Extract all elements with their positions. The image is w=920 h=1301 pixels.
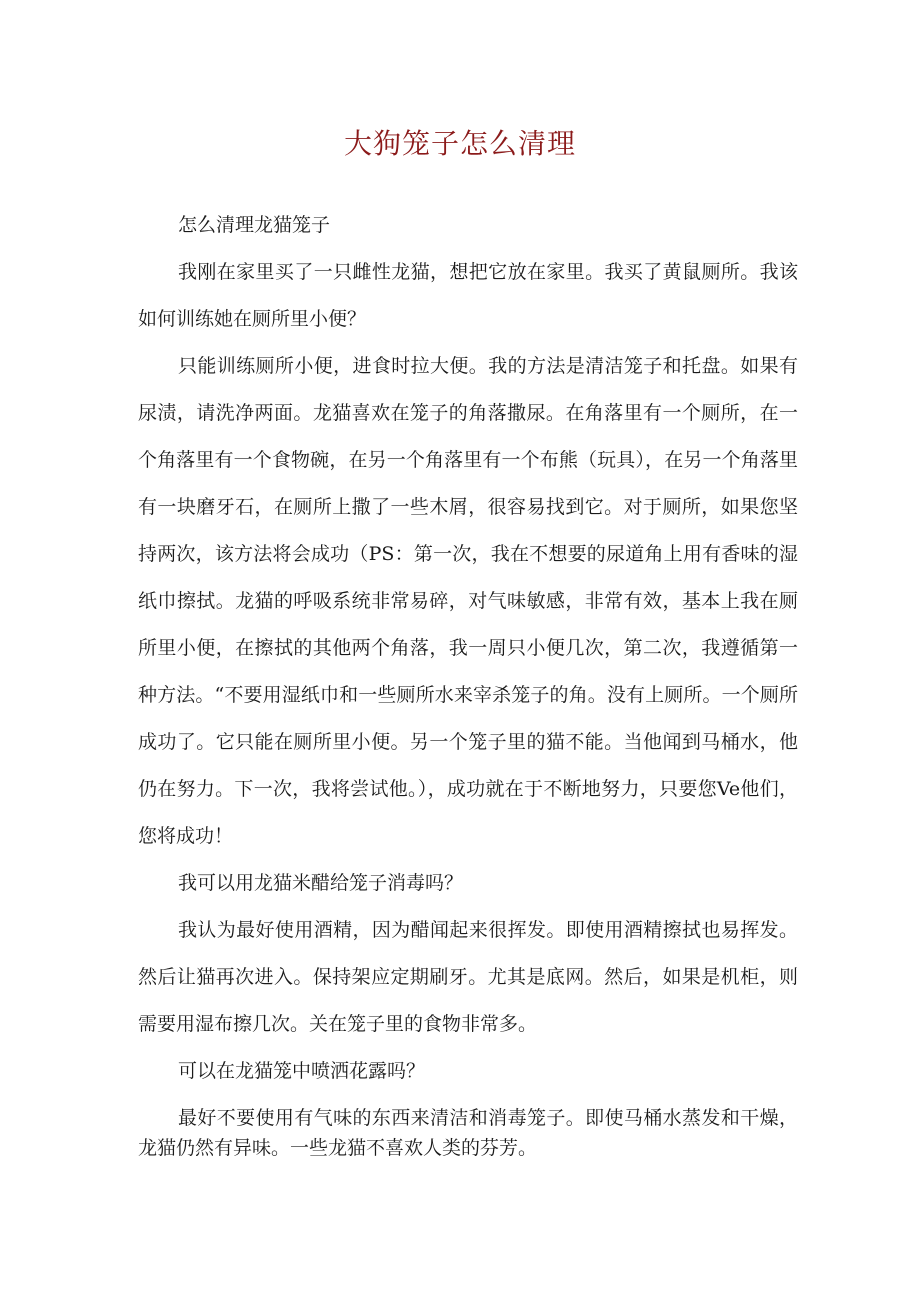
paragraph-question: 我可以用龙猫米醋给笼子消毒吗？: [178, 872, 464, 894]
paragraph: 我刚在家里买了一只雌性龙猫，想把它放在家里。我买了黄鼠厕所。我该如何训练她在厕所里小便？: [138, 261, 798, 330]
paragraph: 我认为最好使用酒精，因为醋闻起来很挥发。即使用酒精擦拭也易挥发。然后让猫再次进入。保持架应定期刷牙。尤其是底网。然后，如果是机柜，则需要用湿布擦几次。关在笼子里的食物非常多。: [138, 919, 798, 1035]
paragraph-question: 可以在龙猫笼中喷洒花露吗？: [178, 1060, 426, 1082]
paragraph: 最好不要使用有气味的东西来清洁和消毒笼子。即使马桶水蒸发和干燥，龙猫仍然有异味。一些龙猫不喜欢人类的芬芳。: [138, 1107, 798, 1159]
paragraph: 只能训练厕所小便，进食时拉大便。我的方法是清洁笼子和托盘。如果有尿渍，请洗净两面。龙猫喜欢在笼子的角落撒尿。在角落里有一个厕所，在一个角落里有一个食物碗，在另一个角落里有一个布熊（玩具），在另一个角落里有一块磨牙石，在厕所上撒了一些木屑，很容易找到它。对于厕所，如果您坚持两次，该方法将会成功（PS：第一次，我在不想要的尿道角上用有香味的湿纸巾擦拭。龙猫的呼吸系统非常易碎，对气味敏感，非常有效，基本上我在厕所里小便，在擦拭的其他两个角落，我一周只小便几次，第二次，我遵循第一种方法。“不要用湿纸巾和一些厕所水来宰杀笼子的角。没有上厕所。一个厕所成功了。它只能在厕所里小便。另一个笼子里的猫不能。当他闻到马桶水，他仍在努力。下一次，我将尝试他。），成功就在于不断地努力，只要您Ve他们，您将成功！: [138, 355, 798, 847]
document-title: 大狗笼子怎么清理: [343, 127, 576, 160]
paragraph-heading-1: 怎么清理龙猫笼子: [178, 214, 331, 236]
document-body: [138, 202, 798, 1163]
